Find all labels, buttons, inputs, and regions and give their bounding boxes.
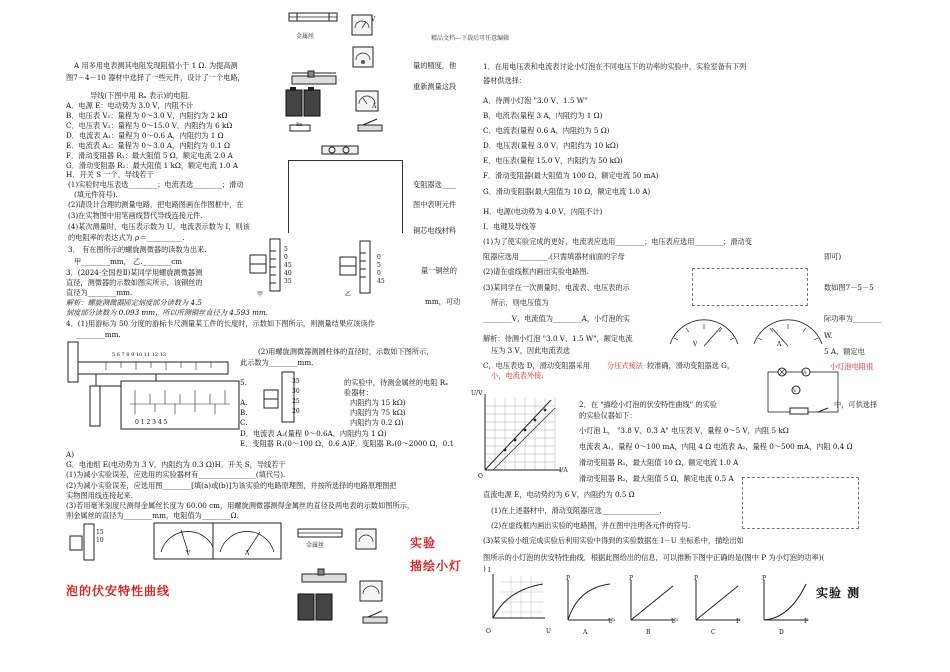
text-line: 验器材： [344, 388, 373, 397]
text-line: 量的精度，他 [413, 61, 457, 70]
text-line: 即可) [824, 252, 842, 261]
text-line: 直径为________mm. [66, 288, 133, 297]
text-line: (4)某次测量时，电压表示数为 U，电流表示数为 I，则该 [68, 222, 250, 231]
axis-label: P [694, 575, 699, 582]
text-line: 变阻器选____ [413, 180, 457, 189]
text-line: H．开关 S 一个，导线若干 [66, 170, 154, 179]
graph-x-label: I/A [559, 467, 568, 474]
axis-label: P [762, 575, 767, 582]
text-line: A) [66, 450, 74, 459]
text-line: 实物图用线连接起来. [66, 491, 133, 500]
text-line: 图所示的小灯泡的伏安特性曲线．根据此图给出的信息，可以推断下图中正确的是(图中 P 为小灯泡的功率)( [483, 553, 825, 562]
iu-curve [487, 572, 547, 624]
scale-label: 10 [96, 537, 104, 544]
text-line: 5. [240, 378, 247, 387]
text-line: 1．在用电压表和电流表讨论小灯泡在不同电压下的功率的实验中，实验室备有下列 [483, 62, 747, 71]
text-line: 内阻约为 75 kΩ) [350, 408, 406, 417]
text-line: 直径，测微器的示数如图实所示，该铜丝的 [66, 278, 203, 287]
scale-label: 0 [377, 270, 381, 277]
text-line-highlight: 小，电流表外接. [491, 371, 544, 380]
text-line: 内阻约为 15 kΩ) [350, 398, 406, 407]
text-line: F．滑动变阻器(最大阻值为 100 Ω，额定电流 50 mA) [483, 171, 659, 180]
text-line: I．电键及导线等 [483, 222, 537, 231]
text-line: 中，可供选择 [834, 400, 878, 409]
choice-label: C [711, 629, 716, 636]
text-line: (1)为减小实验误差，应选用的实验器材有________________(填代号). [66, 470, 286, 479]
scale-label: 5 [284, 246, 288, 253]
text-line: 的实验仪器如下： [579, 411, 637, 420]
text-line: B．电压表 V₁：量程为 0～3.0 V，内阻约为 2 kΩ [66, 111, 228, 120]
scale-label: 乙 [345, 291, 352, 298]
text-line: 重新测量这段 [413, 82, 457, 91]
text-line: 图中表明元件 [413, 200, 457, 209]
text-line: 导线(下图中用 Rₓ 表示)的电阻. [90, 91, 190, 100]
text-line: 滑动变阻器 R₁，最大阻值 10 Ω，额定电流 1.0 A [579, 458, 739, 467]
text-line: 解析：螺旋测微器固定刻度部分读数为 4.5 [66, 298, 202, 307]
text-line: 此示数为________mm. [240, 358, 314, 367]
text-line-highlight: 小灯泡电阻很 [830, 362, 874, 371]
wire-label: 金属丝 [306, 542, 325, 549]
text-line: G．电池组 E(电动势为 3 V，内阻约为 0.3 Ω)H．开关 S，导线若干 [66, 460, 286, 469]
text-line: A 用多用电表测其电阻发现阻值小于 1 Ω. 为提高测 [74, 61, 238, 70]
text-line: 铜芯电线材料 [413, 226, 457, 235]
text-line: (2)请在虚线框内画出实验电路图. [483, 267, 589, 276]
scale-label: 30 [292, 388, 300, 395]
text-line: B．电流表(量程 3 A，内阻约为 1 Ω) [483, 111, 603, 120]
text-line: 则金属丝的直径为________mm，电阻值为________Ω. [66, 511, 239, 520]
wire-label: 金属丝 [296, 33, 315, 40]
circuit-answer-box-2 [742, 477, 859, 529]
text-line: W. [824, 331, 833, 340]
text-line: 阻器应选用________.(只需填器材前面的字母 [483, 252, 625, 261]
voltmeter-icon [355, 528, 377, 550]
scale-label: 35 [292, 378, 300, 385]
text-line: (3)某实验小组完成实验后利用实验中得到的实验数据在 I－U 坐标系中，描绘出如 [483, 536, 744, 545]
text-line: 较准确，滑动变阻器选 G， [647, 361, 735, 370]
text-line: 甲________mm， 乙.________cm [74, 257, 183, 266]
coil-icon [320, 142, 360, 158]
text-line: 的实验中，待测金属丝的电阻 Rₓ [344, 378, 449, 387]
text-line: G．滑动变阻器 R₂：最大阻值 1 kΩ，额定电流 1.0 A [66, 161, 238, 170]
choice-label: D [779, 629, 784, 636]
caliper-vernier-scale: 0 1 2 3 4 5 [135, 419, 168, 426]
scale-label: 5 [377, 262, 381, 269]
axis-label: U² [671, 618, 679, 625]
metal-wire-figure-2 [296, 526, 346, 542]
choice-label: B [646, 629, 651, 636]
text-line: B. [240, 408, 248, 417]
text-line: ) [483, 564, 486, 573]
text-line: 解析：待测小灯泡 "3.0 V、1.5 W"，额定电流 [483, 334, 633, 343]
dial-label: A [245, 550, 250, 557]
experiment-title: 实验 测 [816, 586, 861, 600]
scale-label: 45 [284, 262, 292, 269]
text-line: ________mm. [76, 330, 121, 339]
text-line: 电流表 A₁，量程 0～100 mA，内阻 4 Ω 电流表 A₂，量程 0～500 mA，内阻 0.4 Ω [579, 442, 853, 451]
voltmeter-label: V [371, 16, 376, 23]
text-line: D．电流表 A₂(量程 0～0.6A，内阻约为 1 Ω) [240, 429, 387, 438]
axis-label: P [566, 575, 571, 582]
text-line: C，电压表选 D，滑动变阻器采用 [483, 361, 590, 370]
text-line: F．滑动变阻器 R₁：最大阻值 5 Ω，额定电流 2.0 A [66, 151, 233, 160]
text-line: ________V，电流值为________A，小灯泡的实 [483, 314, 630, 323]
scale-label: 15 [96, 529, 104, 536]
text-line: (2)在虚线框内画出实验的电路图，并在图中注明各元件的符号. [491, 521, 691, 530]
text-line: 3． 有在图所示的螺旋测微器的读数为出来. [68, 245, 207, 254]
text-line: 4．(1)用游标为 50 分度的游标卡尺测量某工件的长度时，示数如下图所示，则测量结果应该读作 [66, 319, 375, 328]
text-line: 所示．则电压值为 [491, 298, 549, 307]
text-line: A．待测小灯泡 "3.0 V、1.5 W" [483, 96, 588, 105]
multimeter-icon [352, 46, 374, 68]
scale-label: 45 [377, 278, 385, 285]
micrometer-jia [248, 237, 308, 297]
experiment-title: 实验 [410, 536, 437, 550]
caliper-main-scale: 5 6 7 8 9 10 11 12 13 [112, 352, 167, 358]
text-line: G．滑动变阻器(最大阻值为 10 Ω，额定电流 1.0 A) [483, 187, 651, 196]
text-line: (2)请设计合理的测量电路，把电路图画在作图框中，在 [68, 200, 244, 209]
battery-icon [296, 590, 336, 622]
text-line: (1)为了使实验完成的更好，电流表应选用________；电压表应选用________；滑动变 [483, 237, 752, 246]
ui-graph [475, 390, 565, 480]
text-line: 滑动变阻器 R₂，最大阻值 5 Ω，额定电流 0.5 A [579, 474, 734, 483]
dial-label: A [777, 341, 782, 348]
circuit-v-label: V [793, 388, 797, 394]
axis-label: I² [804, 618, 809, 625]
scale-label: 25 [292, 398, 300, 405]
text-line: 压为 3 V，因此电流表选 [491, 346, 571, 355]
text-line: 刻度部分读数为 0.093 mm，所以所测铜丝直径为 4.593 mm. [66, 308, 269, 317]
text-line: A．电源 E：电动势为 3.0 V，内阻不计 [66, 101, 194, 110]
battery-icon [284, 86, 324, 118]
text-line: (1)实验时电压表选________；电流表选________；滑动 [68, 180, 244, 189]
ammeter-dial-right [748, 318, 828, 348]
scale-label: 0 [284, 254, 288, 261]
text-line: E．电流表 A₂：量程为 0～3.0 A，内阻约为 0.1 Ω [66, 141, 230, 150]
text-line: C．电流表(量程 0.6 A，内阻约为 5 Ω) [483, 126, 610, 135]
text-line: 器材供选择： [483, 76, 527, 85]
scale-label: 35 [284, 278, 292, 285]
ammeter-icon [359, 580, 383, 602]
text-line: A. [240, 398, 248, 407]
switch-icon [357, 118, 383, 132]
text-line: 2．在 "描绘小灯泡的伏安特性曲线" 的实验 [579, 400, 717, 409]
voltmeter-icon [351, 14, 376, 36]
scale-label: 40 [284, 270, 292, 277]
axis-label: O [486, 628, 491, 635]
switch-icon [362, 610, 388, 624]
text-line: 小灯泡 L， "3.8 V、0.3 A" 电压表 V，量程 0～5 V，内阻 5 kΩ [579, 426, 789, 435]
rx-label: Rx [296, 122, 303, 128]
text-line: E．变阻器 R₁(0～100 Ω，0.6 A)F．变阻器 R₂(0～2000 Ω，0.1 [240, 439, 455, 448]
circuit-answer-box [692, 268, 808, 306]
axis-label: U² [608, 618, 616, 625]
dial-label: V [186, 550, 191, 557]
text-line: 量一铜丝的 [421, 266, 457, 275]
text-line: 5 A，额定电 [824, 347, 865, 356]
axis-label: U [546, 628, 552, 635]
text-line: D．电压表(量程 3.0 V，内阻约为 10 kΩ) [483, 141, 619, 150]
dial-label: V [693, 341, 698, 348]
text-line: (3)若用毫米刻度尺测得金属丝长度为 60.00 cm，用螺旋测微器测得金属丝的直径及两电表的示数如图所示， [66, 501, 415, 510]
graph-y-label: U/V [471, 390, 483, 397]
axis-label: P [629, 575, 634, 582]
experiment-title: 描绘小灯 [410, 559, 463, 573]
circuit-drawing-box [288, 160, 403, 233]
voltmeter-dial-right [664, 318, 744, 348]
text-line: (1)在上述器材中，滑动变阻器应选________________. [491, 506, 662, 515]
text-line: C．电压表 V₂：量程为 0～15.0 V，内阻约为 6 kΩ [66, 121, 233, 130]
text-line: (2)用螺旋测微器测圆柱体的直径时，示数如下图所示， [258, 347, 434, 356]
text-line-highlight: 分压式接法 [607, 361, 643, 370]
header-note: 精品文档---下载后可任意编辑 [431, 35, 510, 42]
text-line: 3．(2024·全国卷Ⅱ)某同学用螺旋测微器测 [66, 268, 203, 277]
scale-label: 0 [377, 254, 381, 261]
text-line: (填元件符号). [74, 190, 118, 199]
text-line: (3)某同学在一次测量时，电流表、电压表的示 [483, 283, 630, 292]
text-line: 数如图7－5－5 [824, 283, 874, 292]
rheostat-icon [300, 568, 350, 586]
text-line: C. [240, 418, 248, 427]
text-line: 图7－4－10 器材中选择了一些元件，设计了一个电路， [66, 73, 245, 82]
graph-origin: O [478, 473, 483, 480]
text-line: mm，可动 [425, 297, 461, 306]
text-line: E．电压表(量程 15.0 V，内阻约为 50 kΩ) [483, 156, 623, 165]
scale-label: 甲 [257, 291, 264, 298]
text-line: 际功率为________ [824, 314, 882, 323]
text-line: H．电源(电动势为 4.0 V，内阻不计) [483, 207, 603, 216]
text-line: (2)为减小实验误差，应选用图________[填(a)或(b)]为该实验的电路原理图，并按所选择的电路原理图把 [66, 481, 397, 490]
choice-label: A [583, 629, 588, 636]
circuit-a-label: A [803, 370, 807, 376]
text-line: 直流电源 E，电动势约为 6 V，内阻约为 0.5 Ω [483, 490, 635, 499]
text-line: (3)在实物图中用笔画线替代导线连接元件. [68, 211, 203, 220]
axis-label: I² [736, 618, 741, 625]
text-line: 的电阻率的表达式为 ρ＝__________. [68, 233, 185, 242]
ammeter-label: A [372, 103, 377, 110]
experiment-title: 泡的伏安特性曲线 [66, 584, 171, 598]
axis-label: I [488, 567, 491, 574]
text-line: D．电流表 A₁：量程为 0～0.6 A，内阻约为 1 Ω [66, 131, 224, 140]
text-line: 内阻约为 0.2 Ω) [350, 418, 404, 427]
scale-label: 20 [292, 408, 300, 415]
